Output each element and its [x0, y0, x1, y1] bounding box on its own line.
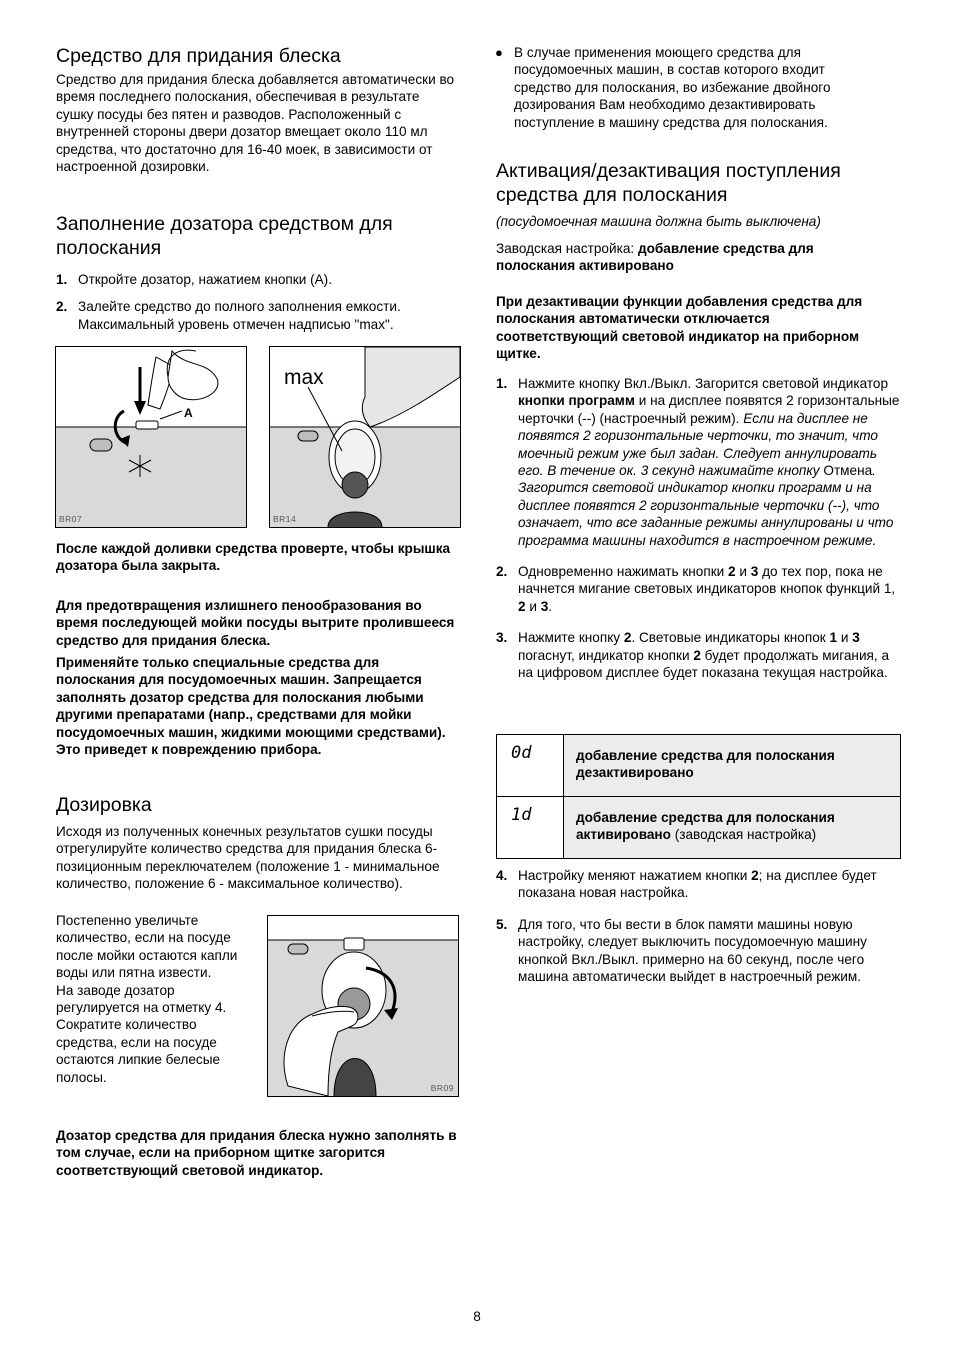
- factory-setting: [496, 240, 856, 275]
- table-row: [497, 796, 901, 858]
- step-text-italic: . Загорится световой индикатор кнопки программ и на дисплее появятся 2 горизонтальные черточки (--), что означает, что все заданные режимы аннулированы и что программа машины находится в настроечном режиме.: [518, 463, 894, 548]
- dosage-dial-illustration: [268, 916, 458, 1096]
- step-number: 1.: [56, 272, 68, 287]
- figure-open-dispenser: [55, 346, 247, 528]
- warning-indicator-off: При дезактивации функции добавления средства для полоскания автоматически отключается соответствующий световой индикатор на приборном щитке.: [496, 294, 863, 362]
- display-code: 0d: [497, 735, 564, 797]
- step-text: Нажмите кнопку Вкл./Выкл. Загорится световой индикатор: [518, 376, 889, 391]
- factory-setting-value: добавление средства для полоскания активировано: [496, 241, 814, 274]
- step-number: 2.: [496, 564, 508, 580]
- step-text-bold: кнопки программ: [518, 393, 635, 409]
- figure-code: BR07: [59, 514, 83, 524]
- machine-off-note: (посудомоечная машина должна быть выключена): [496, 214, 821, 229]
- section-title-dosage: Дозировка: [56, 794, 152, 816]
- rinse-aid-description: Средство для придания блеска добавляется автоматически во время последнего полоскания, обеспечивая в результате сушку посуды без пятен и разводов. Расположенный с внутренней стороны двери дозатор вмещает около 110 мл средства, что достаточно для 16-40 моек, в зависимости от настроенной дозировки.: [56, 72, 455, 175]
- list-item: [496, 375, 902, 549]
- display-code: 1d: [497, 796, 564, 858]
- step-number: 1.: [496, 376, 508, 391]
- dosage-factory-hint: На заводе дозатор регулируется на отметку 4.: [56, 982, 227, 1016]
- activation-steps-1: [496, 375, 902, 682]
- step-number: 3.: [496, 630, 508, 646]
- warning-wipe-spills: Для предотвращения излишнего пенообразования во время последующей мойки посуды вытрите пролившееся средство для придания блеска.: [56, 598, 455, 648]
- bullet-icon: ●: [495, 45, 503, 60]
- step-text: Залейте средство до полного заполнения емкости. Максимальный уровень отмечен надписью "max".: [78, 299, 401, 332]
- step-text: и: [735, 564, 751, 580]
- step-number: 5.: [496, 916, 508, 932]
- step-text-bold: 2: [751, 868, 759, 883]
- dispenser-fill-illustration: [270, 347, 460, 527]
- step-text: Для того, что бы вести в блок памяти машины новую настройку, следует выключить посудомоечную машину кнопкой Вкл./Выкл. примерно на 60 секунд, после чего машина автоматически выйдет в настроечный режим.: [518, 916, 867, 985]
- step-text: ; на дисплее будет показана новая настройка.: [518, 868, 877, 901]
- section-title-filling: Заполнение дозатора средством для полоскания: [56, 213, 393, 259]
- activation-steps-2: [496, 867, 902, 985]
- list-item: [56, 271, 458, 288]
- setting-description-bold: добавление средства для полоскания активировано: [576, 809, 835, 843]
- step-text: .: [548, 598, 553, 614]
- setting-description: [564, 796, 901, 858]
- list-item: [496, 916, 902, 986]
- setting-description: [564, 735, 901, 797]
- step-text: . Световые индикаторы кнопок: [631, 630, 830, 646]
- step-number: 2.: [56, 299, 68, 315]
- step-text: Откройте дозатор, нажатием кнопки (A).: [78, 272, 332, 287]
- dosage-hints: [56, 912, 260, 1086]
- filling-steps: [56, 271, 458, 333]
- step-text-bold: 3: [852, 630, 860, 646]
- warning-refill-indicator: Дозатор средства для придания блеска нужно заполнять в том случае, если на приборном щитке загорится соответствующий световой индикатор.: [56, 1128, 457, 1178]
- step-text-bold: 1: [829, 630, 838, 646]
- settings-table: [496, 734, 901, 859]
- page-number: 8: [473, 1309, 481, 1324]
- dosage-decrease-hint: Сократите количество средства, если на посуде остаются липкие белесые полосы.: [56, 1017, 221, 1085]
- step-text: погаснут, индикатор кнопки: [518, 647, 694, 663]
- step-number: 4.: [496, 868, 508, 883]
- step-text-bold: 2: [518, 598, 526, 614]
- step-text: Настройку меняют нажатием кнопки: [518, 868, 752, 883]
- step-text: и на дисплее появятся 2 горизонтальные черточки (--) (настроечный режим).: [518, 393, 900, 426]
- step-text-bold: 2: [623, 630, 632, 646]
- figure-label-max: max: [284, 366, 324, 389]
- warning-special-products: Применяйте только специальные средства для полоскания для посудомоечных машин. Запрещается заполнять дозатор средства для полоскания любыми другими препаратами (напр., средствами для мойки посудомоечных машин, жидкими моющими средствами). Это приведет к повреждению прибора.: [56, 655, 446, 758]
- step-text: до тех пор, пока не начнется мигание световых индикаторов кнопок функций 1,: [518, 564, 896, 597]
- figure-dosage-dial: [267, 915, 459, 1097]
- step-text-bold: 2: [728, 564, 736, 580]
- step-text-italic: Если на дисплее не появятся 2 горизонтальные черточки, то значит, что моечный режим уже был задан. Следует аннулировать его. В течение ок. 3 секунд нажимайте кнопку: [518, 410, 878, 479]
- step-text: и: [525, 598, 541, 614]
- figure-code: BR14: [273, 514, 297, 524]
- list-item: [496, 563, 902, 615]
- setting-description-extra: (заводская настройка): [670, 827, 817, 843]
- step-text-bold: Отмена: [823, 463, 873, 479]
- figure-label-a: A: [184, 406, 193, 420]
- section-title-activation: Активация/дезактивация поступления средства для полоскания: [496, 160, 841, 206]
- step-text: и: [837, 630, 853, 646]
- step-text-bold: 3: [540, 598, 549, 614]
- step-text: Одновременно нажимать кнопки: [518, 564, 729, 580]
- dispenser-open-illustration: [56, 347, 246, 527]
- step-text-bold: 2: [693, 647, 701, 663]
- factory-setting-label: Заводская настройка:: [496, 241, 638, 256]
- setting-description-bold: добавление средства для полоскания дезактивировано: [576, 748, 835, 781]
- section-title-rinse-aid: Средство для придания блеска: [56, 45, 341, 67]
- figure-code: BR09: [430, 1083, 454, 1093]
- dosage-description: Исходя из полученных конечных результатов сушки посуды отрегулируйте количество средства для придания блеска 6-позиционным переключателем (положение 1 - минимальное количество, положение 6 - максимальное количество).: [56, 824, 440, 892]
- list-item: [496, 867, 902, 902]
- step-text-bold: 3: [750, 564, 759, 580]
- combined-detergent-note: В случае применения моющего средства для посудомоечных машин, в состав которого входит средство для полоскания, во избежание двойного дозирования Вам необходимо дезактивировать поступление в машину средства для полоскания.: [514, 45, 831, 130]
- list-item: [496, 629, 902, 681]
- table-row: [497, 735, 901, 797]
- step-text: будет продолжать мигания, а на цифровом дисплее будет показана текущая настройка.: [518, 647, 890, 681]
- step-text: Нажмите кнопку: [518, 630, 624, 646]
- dosage-increase-hint: Постепенно увеличьте количество, если на посуде после мойки остаются капли воды или пятна извести.: [56, 913, 238, 981]
- figure-fill-max: [269, 346, 461, 528]
- warning-close-lid: После каждой доливки средства проверте, чтобы крышка дозатора была закрыта.: [56, 541, 451, 574]
- list-item: [56, 298, 458, 333]
